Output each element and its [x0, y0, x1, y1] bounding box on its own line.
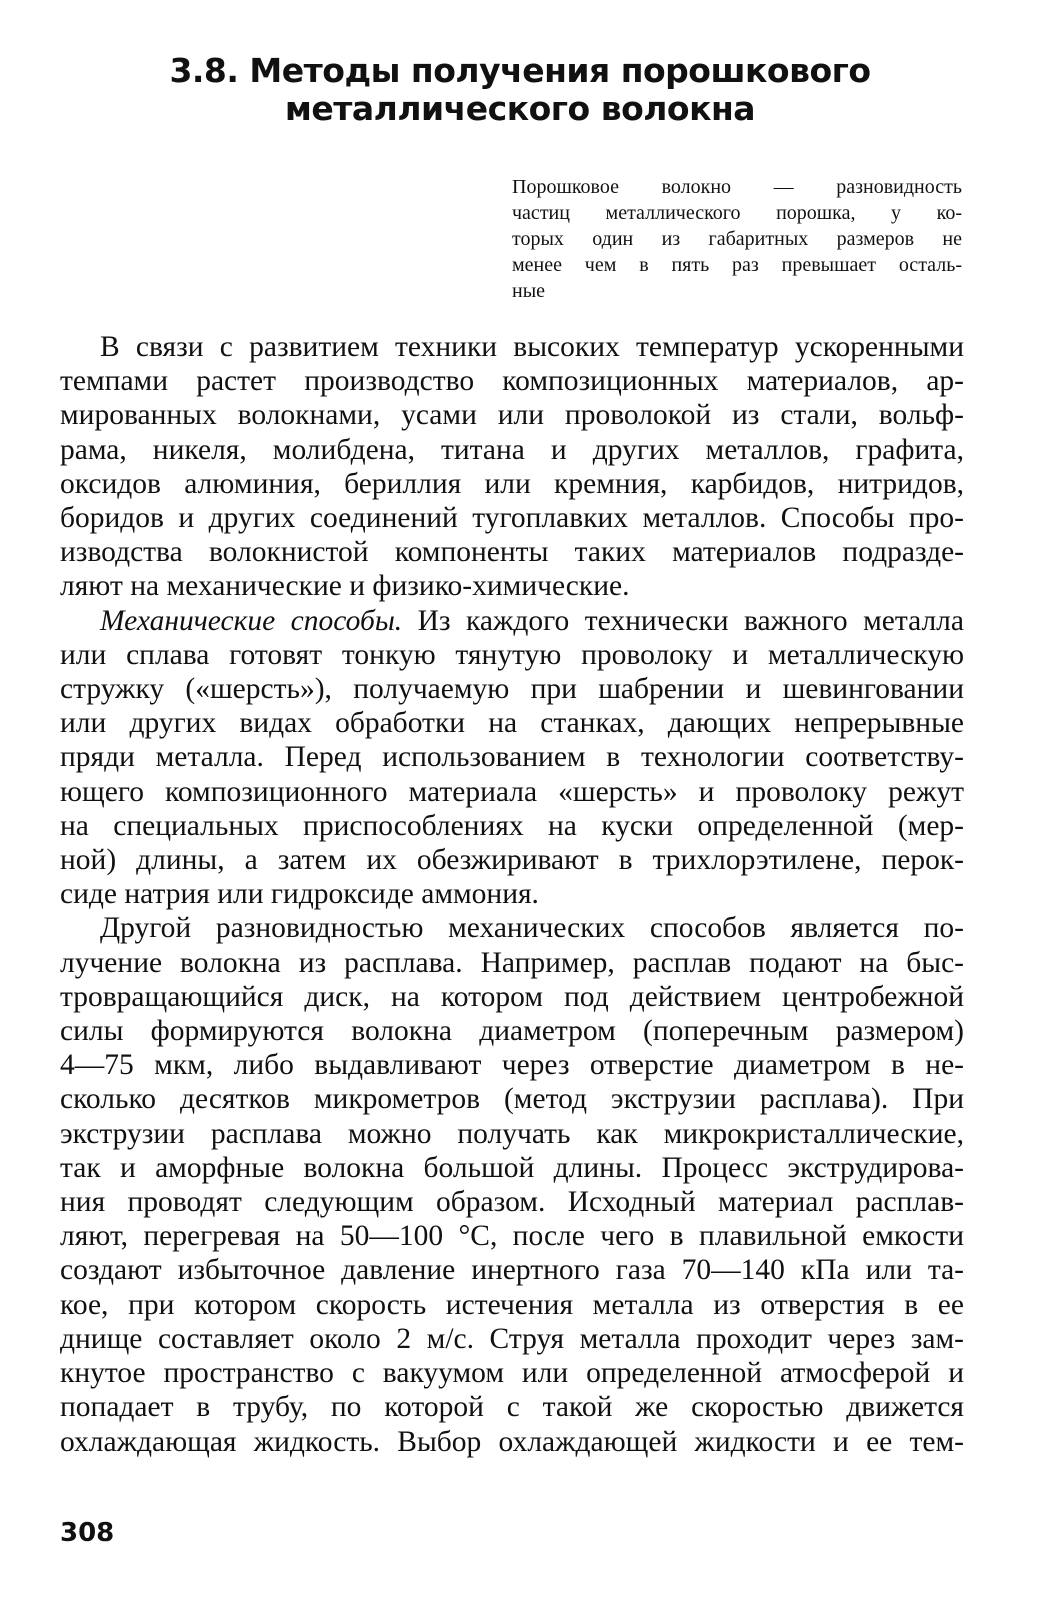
paragraph-1-line: боридов и других соединений тугоплавких металлов. Способы про-	[60, 502, 964, 535]
paragraph-2-line: ной) длины, а затем их обезжиривают в трихлорэтилене, перок-	[60, 844, 964, 877]
definition-sidebar	[512, 174, 962, 304]
paragraph-1-line: мированных волокнами, усами или проволокой из стали, вольф-	[60, 399, 964, 432]
section-heading	[160, 52, 880, 128]
definition-line: торых один из габаритных размеров не	[512, 228, 962, 250]
paragraph-3-line: 4—75 мкм, либо выдавливают через отверстие диаметром в не-	[60, 1049, 964, 1082]
paragraph-3-line: лучение волокна из расплава. Например, расплав подают на быс-	[60, 946, 964, 979]
paragraph-3-line: экструзии расплава можно получать как микрокристаллические,	[60, 1117, 964, 1150]
paragraph-3-line: охлаждающая жидкость. Выбор охлаждающей жидкости и ее тем-	[60, 1425, 964, 1458]
paragraph-3-line: кое, при котором скорость истечения металла из отверстия в ее	[60, 1288, 964, 1321]
body-text	[60, 330, 964, 1459]
paragraph-3-line: так и аморфные волокна большой длины. Процесс экструдирова-	[60, 1151, 964, 1184]
paragraph-2-line: или сплава готовят тонкую тянутую проволоку и металлическую	[60, 638, 964, 671]
paragraph-3-line: силы формируются волокна диаметром (поперечным размером)	[60, 1015, 964, 1048]
paragraph-3-line: попадает в трубу, по которой с такой же скоростью движется	[60, 1391, 964, 1424]
paragraph-3-line: Другой разновидностью механических способов является по-	[100, 912, 964, 945]
paragraph-2-line: сиде натрия или гидроксиде аммония.	[60, 878, 539, 911]
paragraph-1-line: В связи с развитием техники высоких температур ускоренными	[100, 331, 964, 363]
paragraph-2-first-line	[60, 604, 964, 638]
paragraph-2-line: стружку («шерсть»), получаемую при шабрении и шевинговании	[60, 673, 964, 706]
paragraph-3-line: сколько десятков микрометров (метод экструзии расплава). При	[60, 1083, 964, 1116]
section-heading-line-2: металлического волокна	[284, 89, 756, 128]
definition-line: Порошковое волокно — разновидность	[512, 176, 962, 198]
paragraph-2-line: на специальных приспособлениях на куски определенной (мер-	[60, 809, 964, 842]
page-number: 308	[60, 1518, 115, 1548]
run-in-heading: Механические способы.	[100, 604, 403, 637]
paragraph-3-line: ния проводят следующим образом. Исходный материал расплав-	[60, 1186, 964, 1219]
paragraph-1-line: темпами растет производство композиционных материалов, ар-	[60, 365, 964, 398]
definition-line: ные	[512, 280, 546, 302]
paragraph-1-line: ляют на механические и физико-химические.	[60, 570, 630, 603]
section-heading-line-1: 3.8. Методы получения порошкового	[169, 51, 871, 90]
paragraph-1-line: оксидов алюминия, бериллия или кремния, карбидов, нитридов,	[60, 467, 964, 500]
paragraph-2-line: пряди металла. Перед использованием в технологии соответству-	[60, 741, 964, 774]
paragraph-3-line: кнутое пространство с вакуумом или определенной атмосферой и	[60, 1357, 964, 1390]
definition-line: частиц металлического порошка, у ко-	[512, 202, 962, 224]
paragraph-1-line: изводства волокнистой компоненты таких материалов подразде-	[60, 536, 964, 569]
definition-line: менее чем в пять раз превышает осталь-	[512, 254, 962, 276]
paragraph-3-line: ляют, перегревая на 50—100 °С, после чего в плавильной емкости	[60, 1220, 964, 1253]
paragraph-3-line: тровращающийся диск, на котором под действием центробежной	[60, 980, 964, 1013]
paragraph-3-line: днище составляет около 2 м/с. Струя металла проходит через зам-	[60, 1322, 964, 1355]
paragraph-2-first-line-rest: Из каждого технически важного металла	[402, 604, 964, 637]
paragraph-2-line: или других видах обработки на станках, дающих непрерывные	[60, 707, 964, 740]
paragraph-1-line: рама, никеля, молибдена, титана и других металлов, графита,	[60, 433, 964, 466]
paragraph-2-line: ющего композиционного материала «шерсть» и проволоку режут	[60, 775, 964, 808]
paragraph-3-line: создают избыточное давление инертного газа 70—140 кПа или та-	[60, 1254, 964, 1287]
